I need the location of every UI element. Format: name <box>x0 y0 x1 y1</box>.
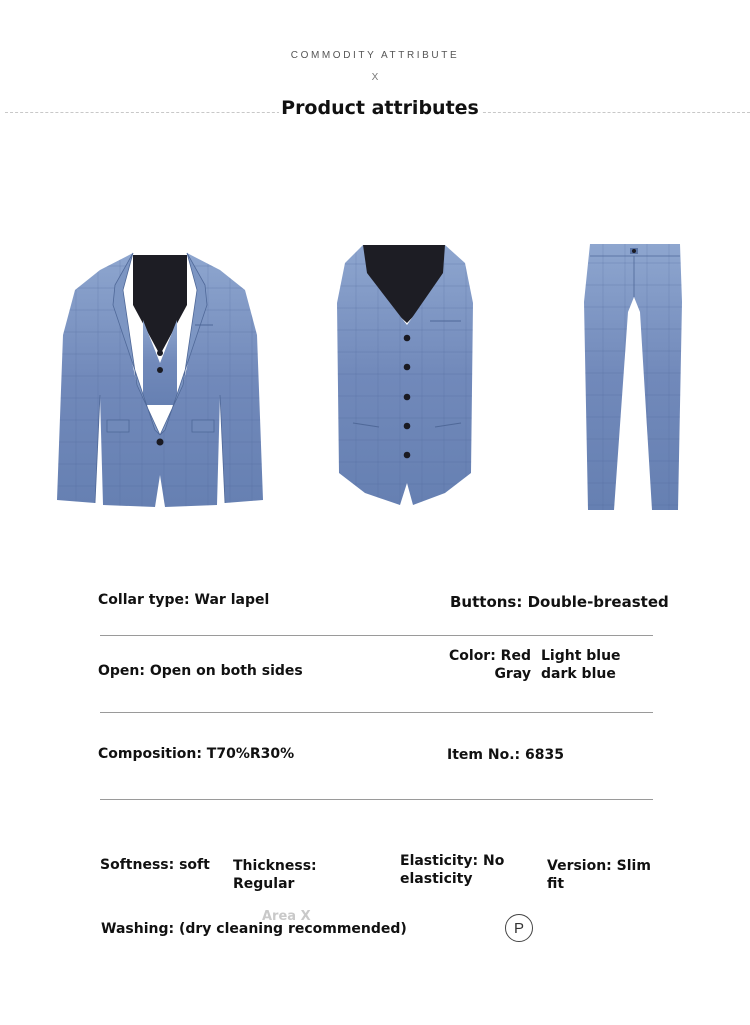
x-mark: X <box>371 72 379 83</box>
attr-collar-type: Collar type: War lapel <box>98 592 270 608</box>
suit-trousers-image <box>582 242 688 512</box>
suit-jacket-image <box>55 245 265 510</box>
page-title-text: Product attributes <box>281 97 479 119</box>
attr-item-no: Item No.: 6835 <box>447 747 564 763</box>
color-label: Color: Red <box>449 648 531 664</box>
divider-2 <box>100 712 653 713</box>
attr-version: Version: Slim fit <box>547 858 651 892</box>
suit-vest-image <box>335 243 475 511</box>
watermark-area-x: Area X <box>262 909 311 924</box>
attr-softness: Softness: soft <box>100 857 210 873</box>
color-gray: Gray <box>494 666 531 682</box>
page-title <box>0 97 750 119</box>
color-dark-blue: dark blue <box>540 666 616 682</box>
divider-3 <box>100 799 653 800</box>
dry-clean-p-icon: P <box>505 914 533 942</box>
color-light-blue: Light blue <box>540 648 621 664</box>
attr-open: Open: Open on both sides <box>98 663 303 679</box>
attr-composition: Composition: T70%R30% <box>98 746 295 762</box>
attr-thickness: Thickness: Regular <box>233 858 317 892</box>
attr-buttons: Buttons: Double-breasted <box>450 593 669 611</box>
divider-1 <box>100 635 653 636</box>
attr-color <box>449 647 621 683</box>
attr-elasticity: Elasticity: No elasticity <box>400 853 505 887</box>
attr-washing: Washing: (dry cleaning recommended) <box>101 921 407 937</box>
section-subtitle: COMMODITY ATTRIBUTE <box>290 50 460 61</box>
